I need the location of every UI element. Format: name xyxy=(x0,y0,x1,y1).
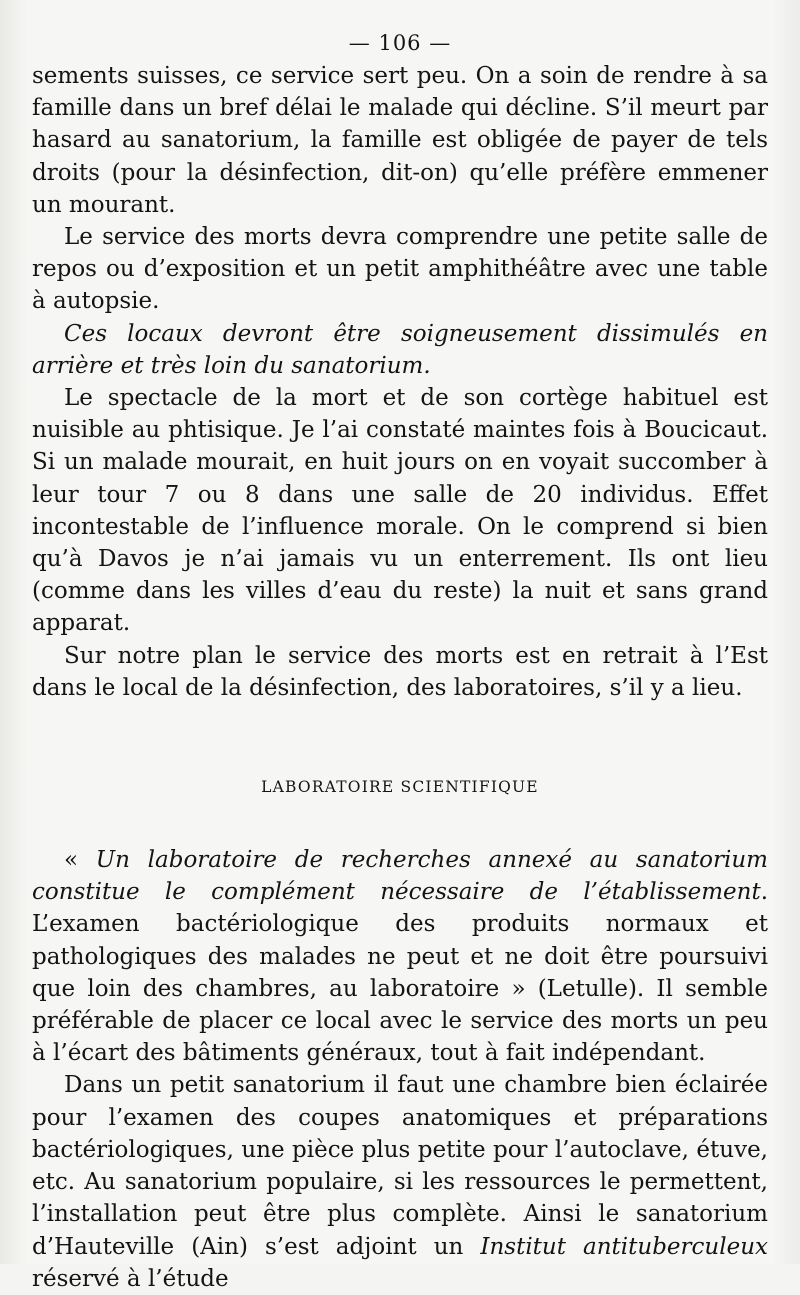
page-number: — 106 — xyxy=(348,31,452,55)
quote-open: « xyxy=(64,847,96,874)
text-after-italic: réservé à l’étude xyxy=(32,1265,229,1292)
section-heading: LABORATOIRE SCIENTIFIQUE xyxy=(261,778,539,797)
italic-institut: Institut antituberculeux xyxy=(480,1233,768,1260)
italic-statement: Ces locaux devront être soigneusement dissimulés en arrière et très loin du sanatorium. xyxy=(32,320,768,379)
paragraph-laboratoire-quote xyxy=(32,844,768,1069)
paragraph-petit-sanatorium xyxy=(32,1069,768,1294)
paragraph-spectacle: Le spectacle de la mort et de son cortège habituel est nuisible au phtisique. Je l’ai constaté maintes fois à Boucicaut. Si un malade mourait, en huit jours on en voyait succomber à leur tour 7 ou 8 dans une salle de 20 individus. Effet incontestable de l’influence morale. On le comprend si bien qu’à Davos je n’ai jamais vu un enterrement. Ils ont lieu (comme dans les villes d’eau du reste) la nuit et sans grand apparat. xyxy=(32,385,768,637)
paragraph-service-des-morts: Le service des morts devra comprendre une petite salle de repos ou d’exposition et un petit amphithéâtre avec une table à autopsie. xyxy=(32,224,768,315)
text-block-upper xyxy=(32,60,768,704)
quote-rest: . L’examen bactériologique des produits normaux et pathologiques des malades ne peut et ne doit être poursuivi que loin des chambres, au laboratoire » (Letulle). Il semble préférable de placer ce local avec le service des morts un peu à l’écart des bâtiments généraux, tout à fait indépendant. xyxy=(32,879,768,1067)
paragraph-plan: Sur notre plan le service des morts est en retrait à l’Est dans le local de la désinfection, des laboratoires, s’il y a lieu. xyxy=(32,642,768,701)
paragraph-italic-locaux xyxy=(32,318,768,382)
italic-quote: Un laboratoire de recherches annexé au sanatorium constitue le complément nécessaire de l’établissement xyxy=(32,847,768,906)
text-block-lower xyxy=(32,844,768,1295)
paragraph-continuation: sements suisses, ce service sert peu. On a soin de rendre à sa famille dans un bref délai le malade qui décline. S’il meurt par hasard au sanatorium, la famille est obligée de payer de tels droits (pour la désinfection, dit-on) qu’elle préfère emmener un mourant. xyxy=(32,63,768,218)
text-before-italic: Dans un petit sanatorium il faut une chambre bien éclairée pour l’examen des coupes anatomiques et préparations bactériologiques, une pièce plus petite pour l’autoclave, étuve, etc. Au sanatorium populaire, si les ressources le permettent, l’installation peut être plus complète. Ainsi le sanatorium d’Hauteville (Ain) s’est adjoint un xyxy=(32,1072,768,1260)
